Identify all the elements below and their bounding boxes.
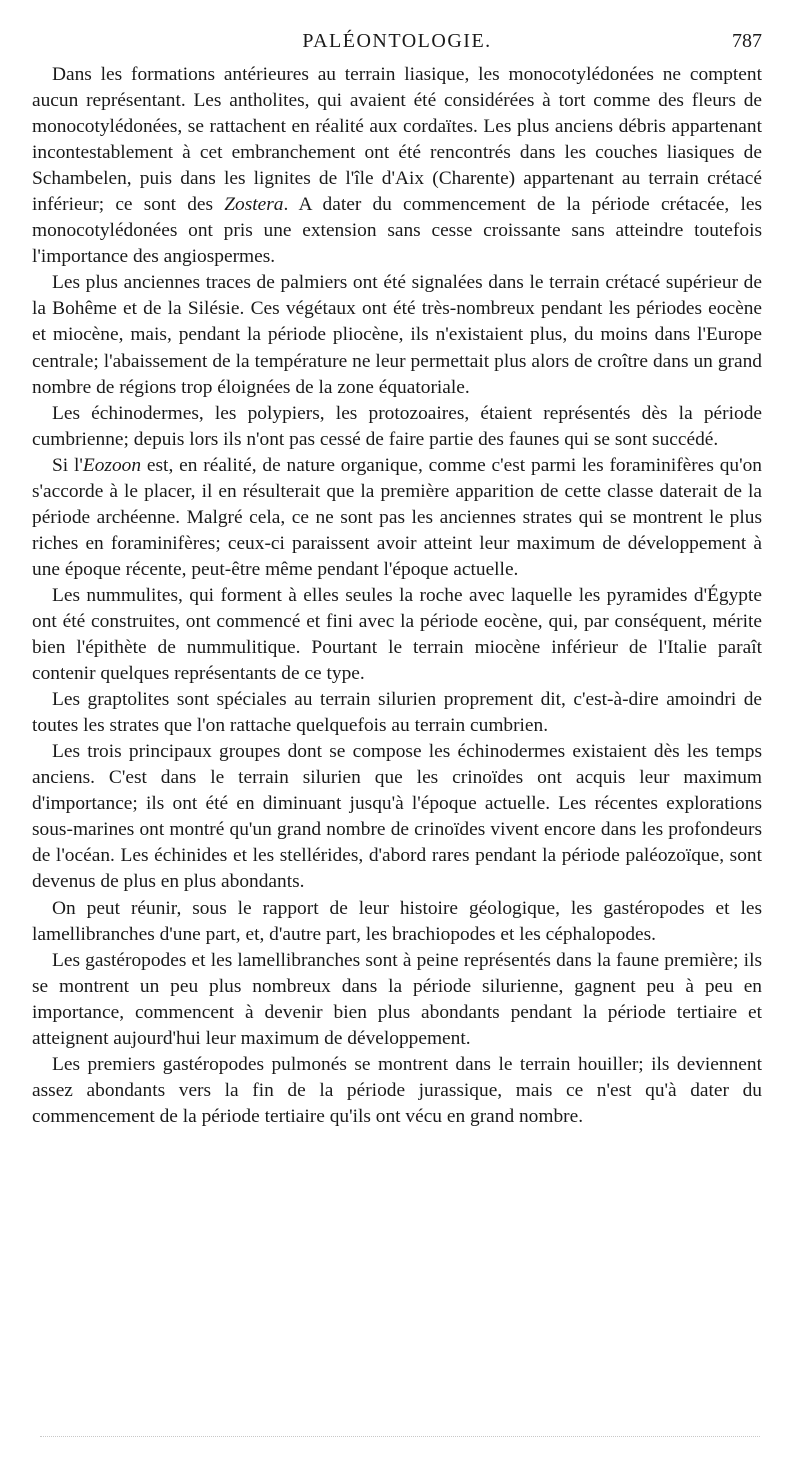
paragraph-text: est, en réalité, de nature organique, comme c'est parmi les foraminifères qu'on s'accorde à le placer, il en résulterait que la première apparition de cette classe daterait de la période archéenne. Malgré cela, ce ne sont pas les anciennes strates qui se montrent le plus riches en foraminifères; ceux-ci paraissent avoir atteint leur maximum de développement à une époque récente, peut-être même pendant l'époque actuelle. (32, 454, 762, 580)
page-title: PALÉONTOLOGIE. (302, 30, 492, 52)
page-number: 787 (732, 30, 762, 52)
paragraph-pulmones: Les premiers gastéropodes pulmonés se montrent dans le terrain houiller; ils deviennent assez abondants vers la fin de la période jurassique, mais ce n'est qu'à dater du commencement de la période tertiaire qu'ils ont vécu en grand nombre. (32, 1053, 762, 1127)
paragraph-monocotyledonees (32, 62, 762, 270)
scan-artifact-divider (40, 1436, 760, 1438)
italic-term: Eozoon (82, 454, 142, 476)
paragraph-text: Si l' (52, 454, 83, 476)
paragraph-gasteropodes-lamellibranches: Les gastéropodes et les lamellibranches sont à peine représentés dans la faune première; ils se montrent un peu plus nombreux dans la période silurienne, gagnent peu à peu en importance, commencent à devenir bien plus abondants pendant la période tertiaire et atteignent aujourd'hui leur maximum de développement. (32, 949, 762, 1049)
paragraph-gasteropodes-groupes: On peut réunir, sous le rapport de leur histoire géologique, les gastéropodes et les lamellibranches d'une part, et, d'autre part, les brachiopodes et les céphalopodes. (32, 897, 762, 945)
italic-term: Zostera (224, 194, 284, 216)
paragraph-eozoon (32, 453, 762, 583)
paragraph-crinoides: Les trois principaux groupes dont se compose les échinodermes existaient dès les temps anciens. C'est dans le terrain silurien que les crinoïdes ont acquis leur maximum d'importance; ils ont été en diminuant jusqu'à l'époque actuelle. Les récentes explorations sous-marines ont montré qu'un grand nombre de crinoïdes vivent encore dans les profondeurs de l'océan. Les échinides et les stellérides, d'abord rares pendant la période paléozoïque, sont devenus de plus en plus abondants. (32, 741, 762, 893)
paragraph-text: Dans les formations antérieures au terrain liasique, les monocotylédonées ne comptent aucun représentant. Les antholites, qui avaient été considérées à tort comme des fleurs de monocotylédonées, se rattachent en réalité aux cordaïtes. Les plus anciens débris appartenant incontestablement à cet embranchement ont été rencontrés dans les couches liasiques de Schambelen, puis dans les lignites de l'île d'Aix (Charente) appartenant au terrain crétacé inférieur; ce sont des (32, 64, 762, 216)
paragraph-echinodermes: Les échinodermes, les polypiers, les protozoaires, étaient représentés dès la période cumbrienne; depuis lors ils n'ont pas cessé de faire partie des faunes qui se sont succédé. (32, 402, 762, 450)
paragraph-palmiers: Les plus anciennes traces de palmiers ont été signalées dans le terrain crétacé supérieur de la Bohême et de la Silésie. Ces végétaux ont été très-nombreux pendant les périodes eocène et miocène, mais, pendant la période pliocène, ils n'existaient plus, du moins dans l'Europe centrale; l'abaissement de la température ne leur permettait plus alors de croître dans un grand nombre de régions trop éloignées de la zone équatoriale. (32, 272, 762, 398)
paragraph-nummulites: Les nummulites, qui forment à elles seules la roche avec laquelle les pyramides d'Égypte ont été construites, ont commencé et fini avec la période eocène, qui, par conséquent, mérite bien l'épithète de nummulitique. Pourtant le terrain miocène inférieur de l'Italie paraît contenir quelques représentants de ce type. (32, 584, 762, 685)
paragraph-graptolites: Les graptolites sont spéciales au terrain silurien proprement dit, c'est-à-dire amoindri de toutes les strates que l'on rattache quelquefois au terrain cumbrien. (32, 689, 762, 737)
running-header (32, 30, 762, 60)
paragraph-text: . A dater du commencement de la période crétacée, les monocotylédonées ont pris une extension sans cesse croissante sans atteindre toutefois l'importance des angiospermes. (32, 194, 762, 268)
body-text (32, 62, 762, 1130)
